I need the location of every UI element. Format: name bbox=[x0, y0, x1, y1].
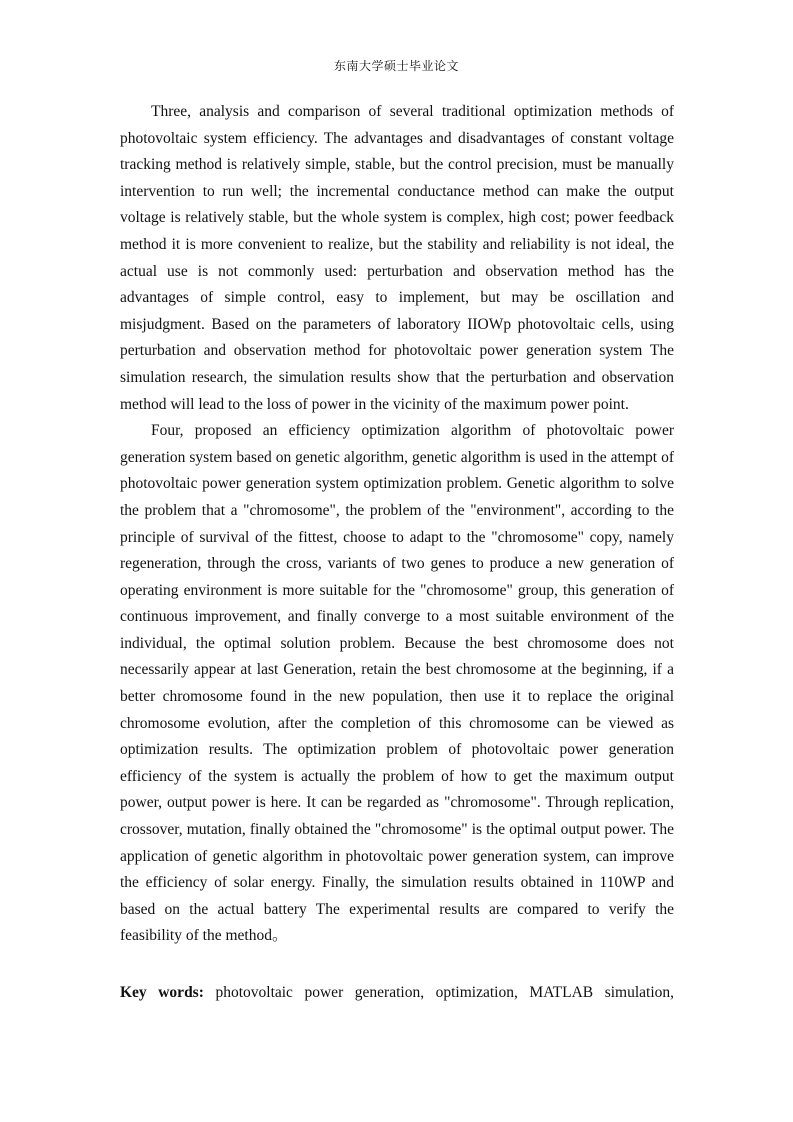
keywords-text: photovoltaic power generation, optimization, MATLAB simulation, bbox=[215, 984, 675, 1001]
keywords-label: Key words: bbox=[120, 984, 204, 1001]
keywords-line bbox=[120, 980, 674, 1007]
paragraph-four: Four, proposed an efficiency optimization algorithm of photovoltaic power generation system based on genetic algorithm, genetic algorithm is used in the attempt of photovoltaic power generation system optimization problem. Genetic algorithm to solve the problem that a "chromosome", the problem of the "environment", according to the principle of survival of the fittest, choose to adapt to the "chromosome" copy, namely regeneration, through the cross, variants of two genes to produce a new generation of operating environment is more suitable for the "chromosome" group, this generation of continuous improvement, and finally converge to a most suitable environment of the individual, the optimal solution problem. Because the best chromosome does not necessarily appear at last Generation, retain the best chromosome at the beginning, if a better chromosome found in the new population, then use it to replace the original chromosome evolution, after the completion of this chromosome can be viewed as optimization results. The optimization problem of photovoltaic power generation efficiency of the system is actually the problem of how to get the maximum output power, output power is here. It can be regarded as "chromosome". Through replication, crossover, mutation, finally obtained the "chromosome" is the optimal output power. The application of genetic algorithm in photovoltaic power generation system, can improve the efficiency of solar energy. Finally, the simulation results obtained in 110WP and based on the actual battery The experimental results are compared to verify the feasibility of the method。 bbox=[120, 422, 674, 945]
running-header: 东南大学硕士毕业论文 bbox=[333, 59, 459, 73]
paragraph-three: Three, analysis and comparison of several traditional optimization methods of photovoltaic system efficiency. The advantages and disadvantages of constant voltage tracking method is relatively simple, stable, but the control precision, must be manually intervention to run well; the incremental conductance method can make the output voltage is relatively stable, but the whole system is complex, high cost; power feedback method it is more convenient to realize, but the stability and reliability is not ideal, the actual use is not commonly used: perturbation and observation method has the advantages of simple control, easy to implement, but may be oscillation and misjudgment. Based on the parameters of laboratory IIOWp photovoltaic cells, using perturbation and observation method for photovoltaic power generation system The simulation research, the simulation results show that the perturbation and observation method will lead to the loss of power in the vicinity of the maximum power point. bbox=[120, 103, 674, 413]
abstract-body bbox=[120, 99, 674, 950]
